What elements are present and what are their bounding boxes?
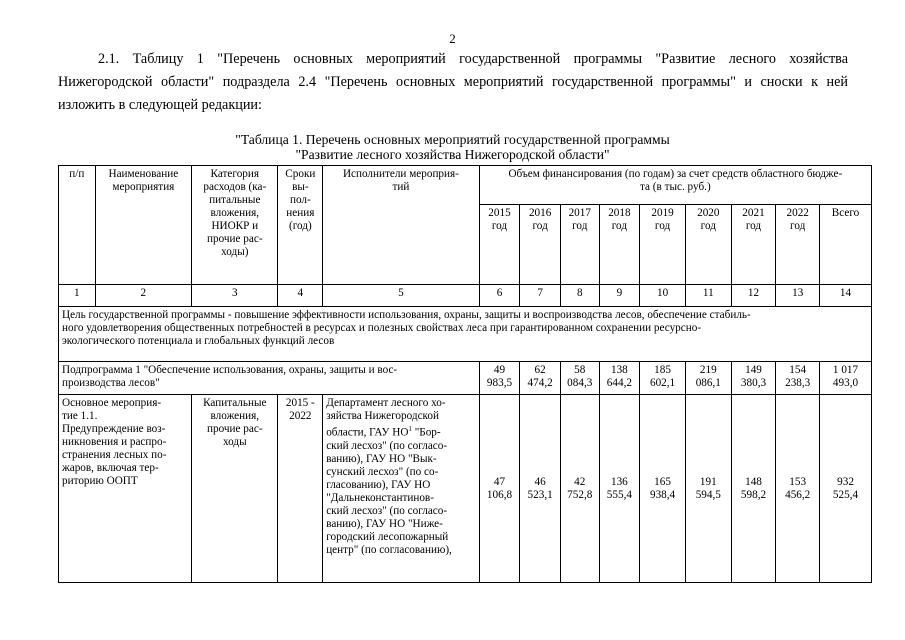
header-year: 2019 год xyxy=(640,205,686,285)
executors-text-after: "Бор- ский лесхоз" (по согласо- ванию), ГАУ НО "Вык- сунский лесхоз" (по со- гласованию), ГАУ НО "Дальнеконстантинов- ский лесхоз" (по согласо- ванию), ГАУ НО "Ниже- городский лесопожарный центр" (по согласованию), xyxy=(326,426,452,556)
activity-value: 153 456,2 xyxy=(776,395,820,583)
subprogram-value: 138 644,2 xyxy=(599,362,640,395)
header-row xyxy=(59,166,872,205)
activity-value: 165 938,4 xyxy=(640,395,686,583)
goal-row xyxy=(59,307,872,362)
subprogram-value: 185 602,1 xyxy=(640,362,686,395)
subprogram-value: 149 380,3 xyxy=(731,362,776,395)
index-cell: 13 xyxy=(776,285,820,307)
index-cell: 8 xyxy=(560,285,599,307)
header-funding: Объем финансирования (по годам) за счет средств областного бюдже- та (в тыс. руб.) xyxy=(479,166,871,205)
index-cell: 5 xyxy=(323,285,479,307)
index-cell: 6 xyxy=(479,285,520,307)
header-year: 2022 год xyxy=(776,205,820,285)
subprogram-total: 1 017 493,0 xyxy=(820,362,872,395)
activity-value: 46 523,1 xyxy=(520,395,561,583)
header-year: 2021 год xyxy=(731,205,776,285)
activity-value: 47 106,8 xyxy=(479,395,520,583)
activities-table xyxy=(58,165,872,583)
table-caption xyxy=(0,132,905,162)
index-cell: 1 xyxy=(59,285,96,307)
header-year: 2020 год xyxy=(685,205,731,285)
intro-line-1: 2.1. Таблицу 1 "Перечень основных мероприятий государственной программы "Развитие лесного хозяйства xyxy=(98,51,848,67)
header-name: Наименование мероприятия xyxy=(95,166,192,285)
footnote-marker: 1 xyxy=(408,425,412,433)
index-row xyxy=(59,285,872,307)
header-year: 2017 год xyxy=(560,205,599,285)
subprogram-value: 154 238,3 xyxy=(776,362,820,395)
header-num: п/п xyxy=(59,166,96,285)
activity-executors xyxy=(323,395,479,583)
index-cell: 3 xyxy=(192,285,278,307)
index-cell: 10 xyxy=(640,285,686,307)
subprogram-title: Подпрограмма 1 "Обеспечение использования, охраны, защиты и вос- производства лесов" xyxy=(59,362,480,395)
index-cell: 14 xyxy=(820,285,872,307)
header-year: 2015 год xyxy=(479,205,520,285)
index-cell: 7 xyxy=(520,285,561,307)
executors-text-before: Департамент лесного хо- зяйства Нижегородской области, ГАУ НО xyxy=(326,397,446,439)
activity-value: 148 598,2 xyxy=(731,395,776,583)
page-number: 2 xyxy=(449,31,456,46)
activity-category: Капитальные вложения, прочие рас- ходы xyxy=(192,395,278,583)
activity-value: 191 594,5 xyxy=(685,395,731,583)
header-category: Категория расходов (ка- питальные вложения, НИОКР и прочие рас- ходы) xyxy=(192,166,278,285)
program-goal: Цель государственной программы - повышение эффективности использования, охраны, защиты и воспроизводства лесов, обеспечение стабиль- ного удовлетворения общественных потребностей в ресурсах и полезных свойствах леса при гарантированном сохранении ресурсно- экологического потенциала и глобальных функций лесов xyxy=(59,307,872,362)
intro-line-2: Нижегородской области" подраздела 2.4 "Перечень основных мероприятий государственной программы" и сноски к ней xyxy=(58,74,848,90)
subprogram-value: 49 983,5 xyxy=(479,362,520,395)
subprogram-value: 58 084,3 xyxy=(560,362,599,395)
header-executors: Исполнители мероприя- тий xyxy=(323,166,479,285)
index-cell: 4 xyxy=(278,285,323,307)
index-cell: 2 xyxy=(95,285,192,307)
index-cell: 11 xyxy=(685,285,731,307)
caption-line-2: "Развитие лесного хозяйства Нижегородской области" xyxy=(295,147,610,162)
header-year: 2016 год xyxy=(520,205,561,285)
subprogram-value: 219 086,1 xyxy=(685,362,731,395)
activity-value: 136 555,4 xyxy=(599,395,640,583)
intro-line-3: изложить в следующей редакции: xyxy=(58,97,262,113)
activity-total: 932 525,4 xyxy=(820,395,872,583)
intro-paragraph xyxy=(58,48,848,117)
header-year: 2018 год xyxy=(599,205,640,285)
subprogram-value: 62 474,2 xyxy=(520,362,561,395)
activity-row xyxy=(59,395,872,583)
activity-value: 42 752,8 xyxy=(560,395,599,583)
index-cell: 9 xyxy=(599,285,640,307)
activity-terms: 2015 - 2022 xyxy=(278,395,323,583)
header-total: Всего xyxy=(820,205,872,285)
activity-name: Основное мероприя- тие 1.1. Предупреждение воз- никновения и распро- странения лесных по- жаров, включая тер- риторию ООПТ xyxy=(59,395,192,583)
subprogram-row xyxy=(59,362,872,395)
index-cell: 12 xyxy=(731,285,776,307)
caption-line-1: "Таблица 1. Перечень основных мероприятий государственной программы xyxy=(235,132,670,147)
header-terms: Сроки вы- пол- нения (год) xyxy=(278,166,323,285)
